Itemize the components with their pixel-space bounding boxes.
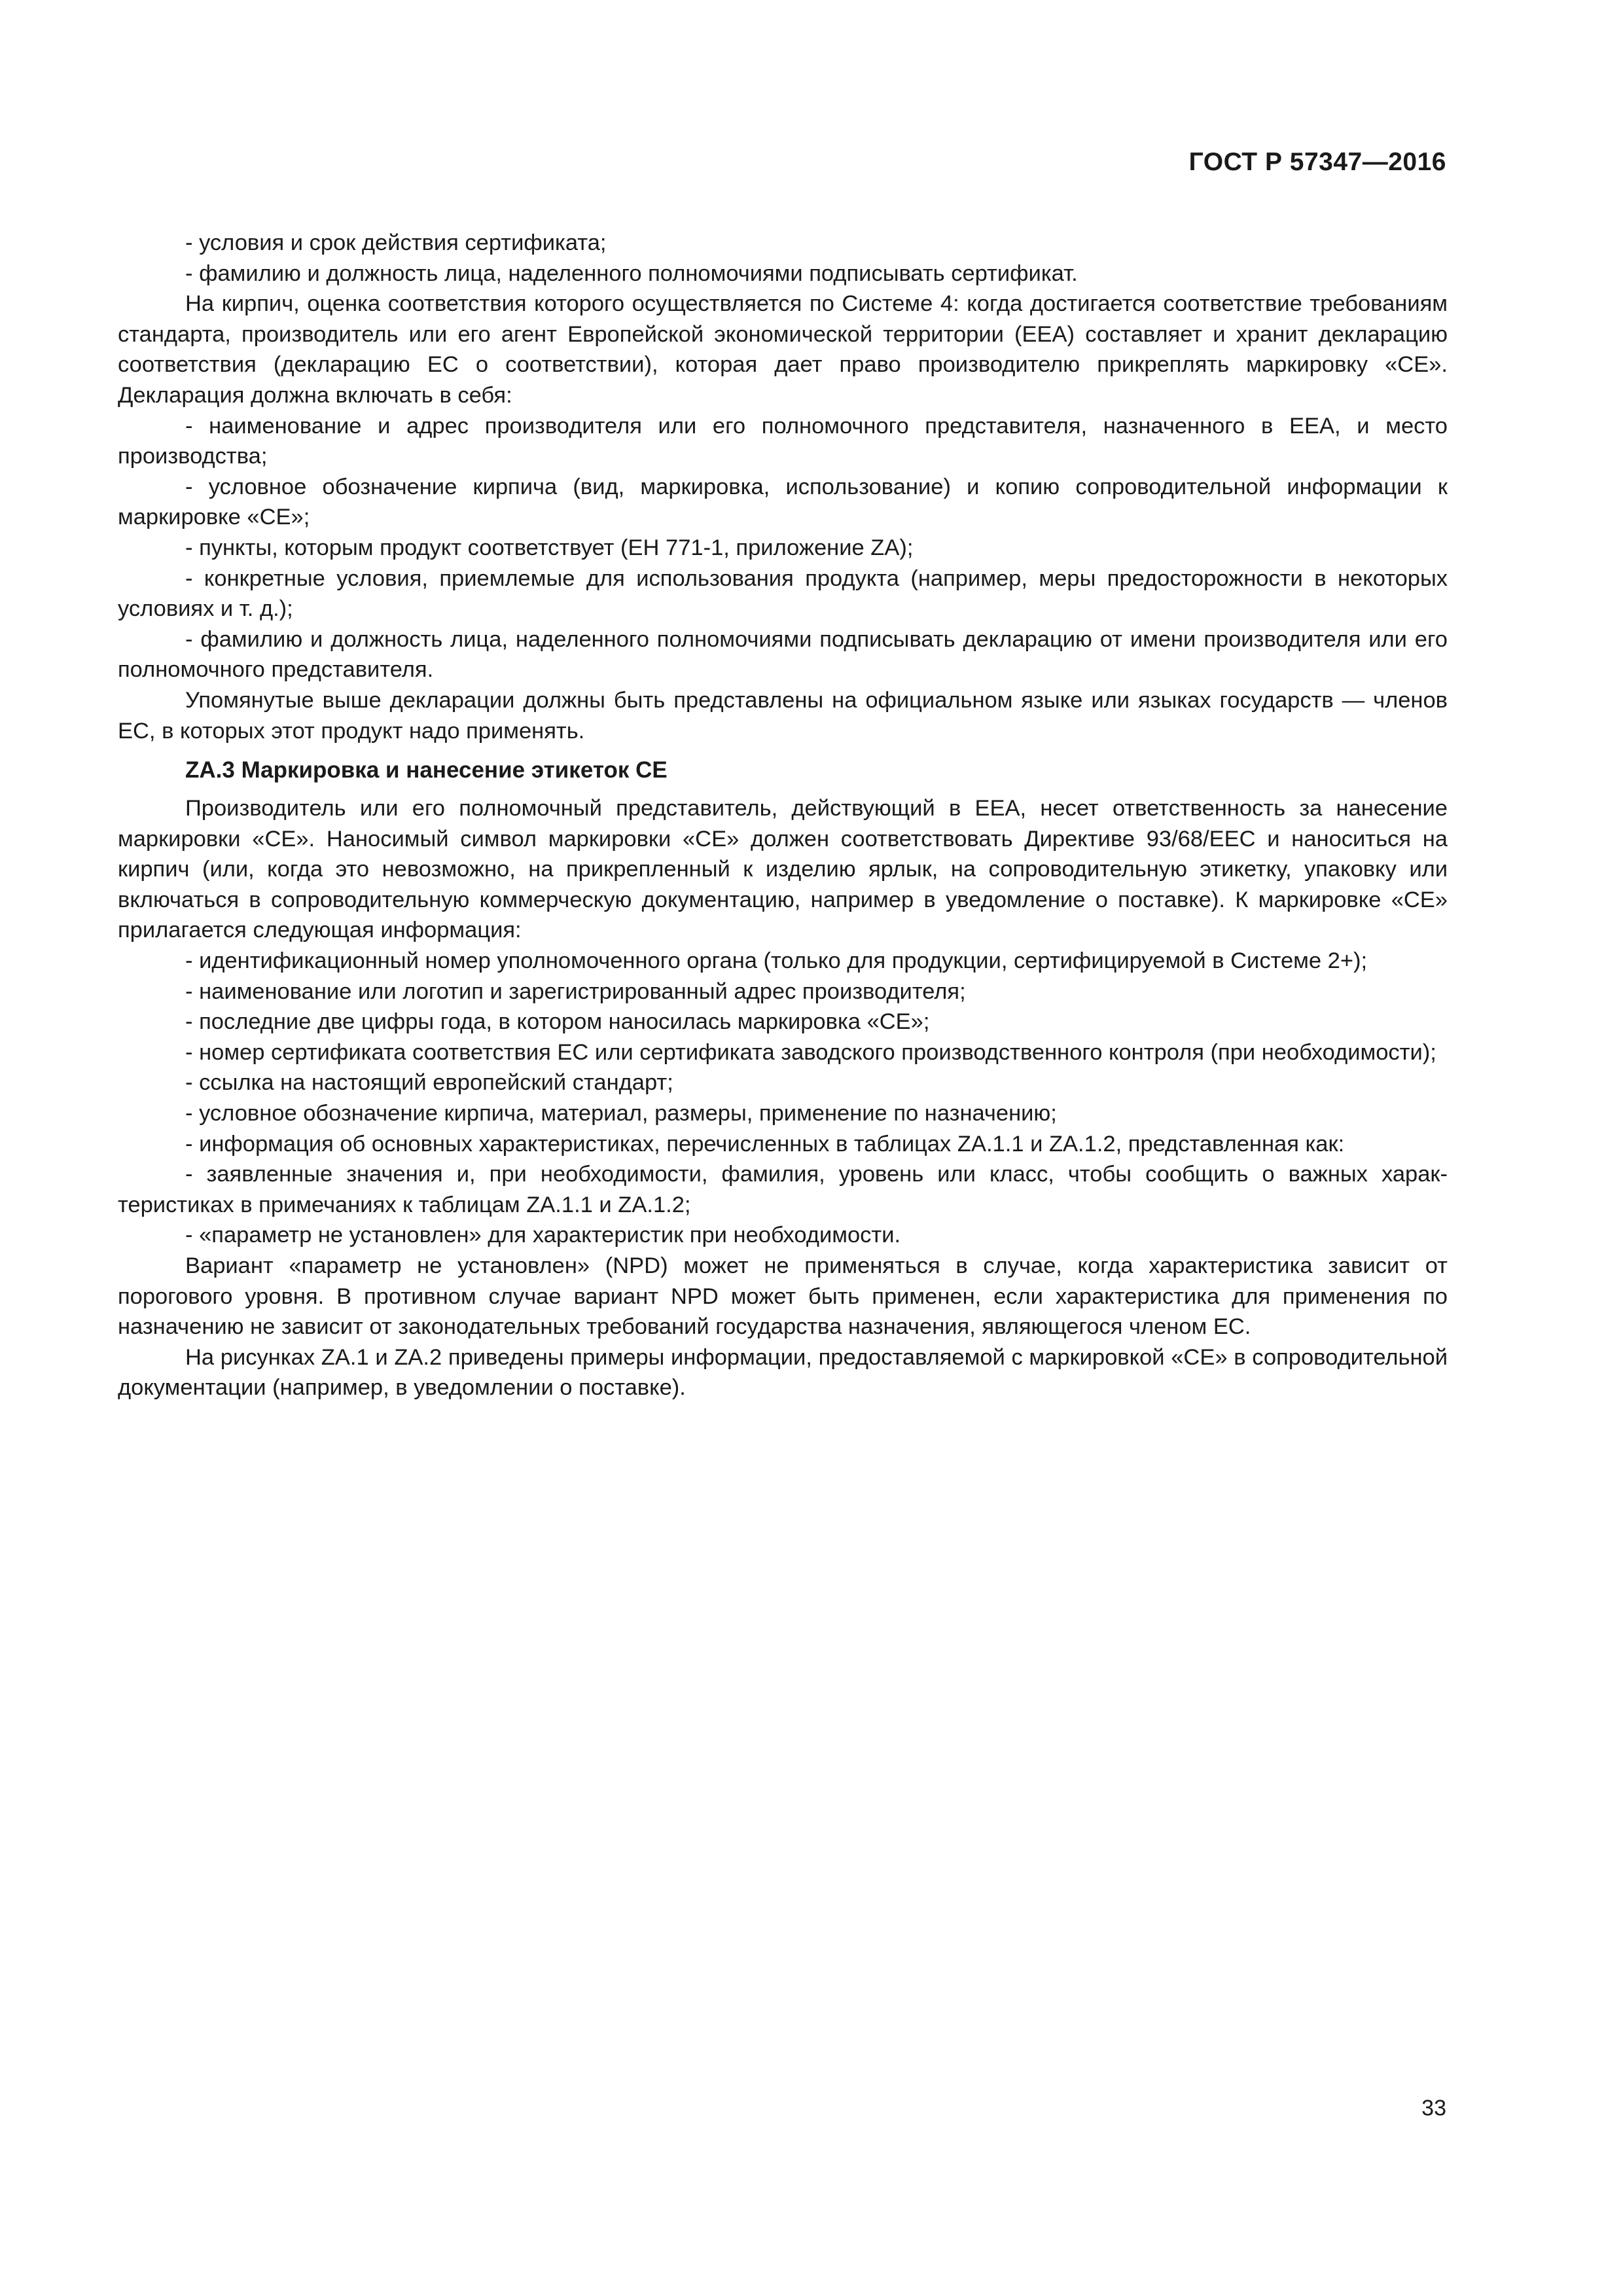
standard-number-header: ГОСТ Р 57347—2016 bbox=[1188, 148, 1446, 176]
paragraph: Производитель или его полномочный представитель, действующий в ЕЕА, несет ответственность за нанесение маркировки «СЕ». Наносимый символ маркировки «СЕ» должен соответствовать Директиве 93/68/ЕЕС и наноситься на кирпич (или, когда это невозможно, на прикрепленный к изделию ярлык, на сопроводительную этикетку, упаковку или включаться в сопроводительную коммерческую документацию, например в уведомление о поставке). К маркировке «СЕ» прилагается следующая информация: bbox=[118, 796, 1448, 943]
page-number: 33 bbox=[1421, 2096, 1446, 2121]
section-heading: ZA.3 Маркировка и нанесение этикеток СЕ bbox=[185, 757, 668, 783]
list-item: - «параметр не установлен» для характеристик при необходимости. bbox=[185, 1223, 901, 1248]
list-item: - номер сертификата соответствия ЕС или сертификата заводского производственного контроля (при необходимости); bbox=[185, 1039, 1436, 1065]
paragraph: На рисунках ZA.1 и ZA.2 приведены примеры информации, предоставляемой с маркировкой «СЕ» в сопроводительной документации (например, в уведомлении о поставке). bbox=[118, 1344, 1448, 1401]
list-item: - условное обозначение кирпича, материал, размеры, применение по назначению; bbox=[185, 1101, 1057, 1126]
list-item: - заявленные значения и, при необходимости, фамилия, уровень или класс, чтобы сообщить о важных характеристиках в примечаниях к таблицам ZA.1.1 и ZA.1.2; bbox=[118, 1162, 1448, 1217]
list-item: - наименование или логотип и зарегистрированный адрес производителя; bbox=[185, 978, 966, 1004]
list-item: - фамилию и должность лица, наделенного полномочиями подписывать декларацию от имени производителя или его полномочного представителя. bbox=[118, 626, 1448, 683]
list-item: - конкретные условия, приемлемые для использования продукта (например, меры предосторожности в некоторых условиях и т. д.); bbox=[118, 565, 1448, 622]
list-item: - последние две цифры года, в котором наносилась маркировка «СЕ»; bbox=[185, 1009, 930, 1035]
list-item: - условное обозначение кирпича (вид, маркировка, использование) и копию сопроводительной информации к маркировке «СЕ»; bbox=[118, 474, 1448, 530]
list-item: - наименование и адрес производителя или его полномочного представителя, назначенного в ЕЕА, и место производства; bbox=[118, 413, 1448, 469]
list-item: - фамилию и должность лица, наделенного полномочиями подписывать сертификат. bbox=[185, 260, 1078, 286]
list-item: - идентификационный номер уполномоченного органа (только для продукции, сертифицируемой в Системе 2+); bbox=[185, 948, 1368, 974]
paragraph: Вариант «параметр не установлен» (NPD) может не применяться в случае, когда характеристика зависит от порогового уровня. В противном случае вариант NPD может быть применен, если характеристика для применения по назначению не зависит от законодательных требований государства назначения, являющегося членом ЕС. bbox=[118, 1253, 1448, 1340]
list-item: - ссылка на настоящий европейский стандарт; bbox=[185, 1070, 673, 1096]
paragraph: Упомянутые выше декларации должны быть представлены на официальном языке или языках государств — членов ЕС, в которых этот продукт надо применять. bbox=[118, 687, 1448, 744]
list-item: - информация об основных характеристиках, перечисленных в таблицах ZA.1.1 и ZA.1.2, представленная как: bbox=[185, 1131, 1345, 1157]
list-item: - условия и срок действия сертификата; bbox=[185, 230, 607, 255]
list-item: - пункты, которым продукт соответствует (ЕН 771-1, приложение ZA); bbox=[185, 535, 914, 560]
paragraph: На кирпич, оценка соответствия которого осуществляется по Системе 4: когда достигается соответствие требованиям стандарта, производитель или его агент Европейской экономической территории (ЕЕА) составляет и хранит декларацию соответствия (декларацию ЕС о соответствии), которая дает право производителю прикреплять маркировку «СЕ». Декларация должна включать в себя: bbox=[118, 291, 1448, 408]
document-body bbox=[118, 228, 1448, 1403]
